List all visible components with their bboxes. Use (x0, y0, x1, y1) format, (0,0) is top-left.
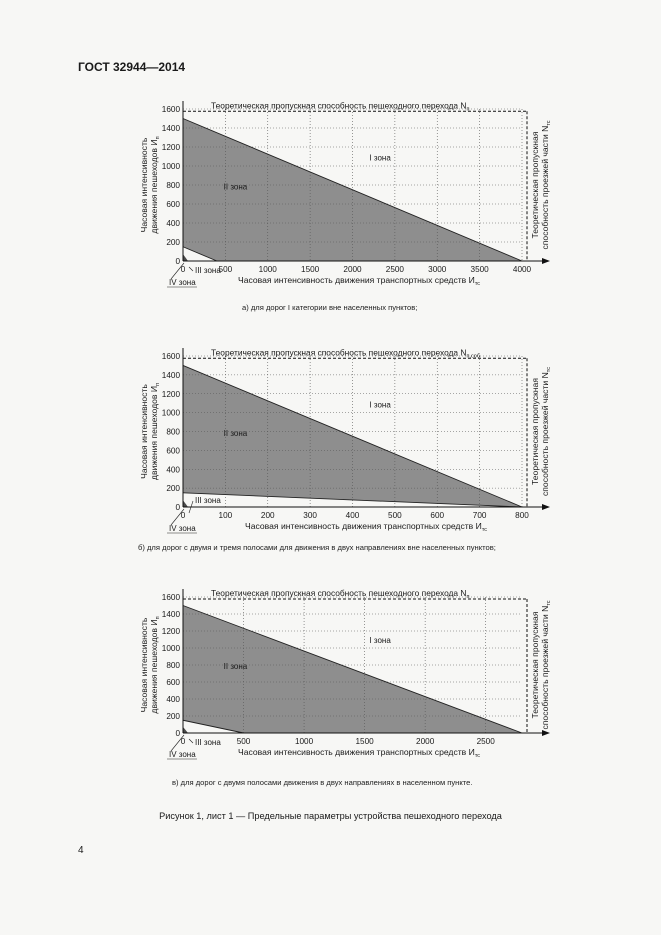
x-tick-label: 0 (180, 265, 186, 274)
zone-label: II зона (223, 662, 248, 672)
x-tick-label: 200 (260, 511, 275, 520)
pedestrian-capacity-label (211, 100, 469, 112)
y-tick-label: 0 (175, 257, 180, 266)
y-tick-label: 200 (166, 238, 180, 247)
x-axis-title-main: Часовая интенсивность движения транспортных средств И (238, 275, 475, 285)
zone-label: IV зона (169, 750, 196, 759)
y-tick-label: 1000 (161, 408, 180, 418)
x-axis-title-sub: тс (474, 753, 481, 759)
y-tick-label: 1400 (161, 370, 180, 380)
caption-c: в) для дорог с двумя полосами движения в двух направлениях в населенном пункте. (172, 778, 473, 787)
right-title-line2-sub: тс (546, 120, 552, 126)
y-tick-label: 600 (166, 200, 180, 209)
x-axis-title (245, 521, 487, 533)
x-axis-title-sub: тс (474, 281, 481, 287)
y-tick-label: 0 (175, 729, 180, 738)
x-tick-label: 800 (515, 511, 529, 520)
x-tick-label: 1500 (355, 737, 374, 746)
y-tick-label: 600 (166, 446, 180, 456)
zone-label: IV зона (169, 278, 196, 287)
x-tick-label: 3000 (428, 265, 447, 274)
right-title-line2 (540, 600, 552, 729)
zone-label: I зона (369, 400, 391, 410)
x-axis-title-sub: тс (481, 527, 488, 533)
x-tick-label: 500 (388, 511, 402, 520)
x-tick-label: 2000 (343, 265, 362, 274)
pedestrian-capacity-label-sub: п.соб (466, 353, 480, 360)
y-tick-label: 800 (166, 661, 180, 670)
y-tick-label: 200 (166, 712, 180, 721)
pedestrian-capacity-label-sub: п (466, 106, 470, 113)
y-axis-title-line2-sub: п (155, 616, 161, 620)
x-axis-arrow (542, 258, 550, 264)
pedestrian-capacity-label-main: Теоретическая пропускная способность пешеходного перехода N (211, 100, 467, 111)
x-tick-label: 300 (303, 511, 317, 520)
x-axis-title-main: Часовая интенсивность движения транспортных средств И (245, 521, 482, 531)
x-tick-label: 700 (472, 511, 487, 520)
y-tick-label: 400 (166, 219, 180, 228)
x-tick-label: 500 (218, 265, 233, 274)
x-tick-label: 2500 (385, 265, 404, 274)
y-tick-label: 800 (166, 427, 180, 437)
pedestrian-capacity-label-main: Теоретическая пропускная способность пешеходного перехода N (211, 347, 467, 358)
x-axis-title (238, 747, 480, 759)
x-axis-title (238, 275, 480, 287)
right-title-line1: Теоретическая пропускная (530, 611, 540, 719)
x-tick-label: 3500 (470, 265, 489, 274)
pedestrian-capacity-label-main: Теоретическая пропускная способность пешеходного перехода N (211, 588, 467, 599)
y-axis-title-line1: Часовая интенсивность (139, 384, 149, 479)
y-tick-label: 200 (166, 484, 180, 494)
y-tick-label: 1400 (161, 124, 180, 133)
zone-label: I зона (369, 636, 391, 646)
y-tick-label: 1200 (161, 389, 180, 399)
zone-label: III зона (195, 266, 221, 275)
pedestrian-capacity-label-sub: п (466, 594, 470, 601)
x-tick-label: 1000 (258, 265, 277, 274)
x-axis-arrow (542, 504, 550, 510)
zone-iii-leader (189, 739, 193, 743)
zone-label: IV зона (169, 524, 196, 533)
figure-title: Рисунок 1, лист 1 — Предельные параметры устройства пешеходного перехода (159, 811, 502, 821)
zone-label: I зона (369, 153, 391, 163)
y-tick-label: 600 (166, 678, 180, 687)
right-title-line2-sub: тс (546, 600, 552, 606)
x-tick-label: 0 (180, 511, 186, 520)
zone-iii-leader (189, 267, 193, 271)
pedestrian-capacity-label (211, 347, 480, 359)
zone-label: II зона (223, 182, 248, 192)
y-axis-title-line2-main: движения пешеходов И (149, 139, 159, 234)
y-tick-label: 1000 (161, 644, 180, 653)
x-tick-label: 4000 (512, 265, 532, 274)
y-tick-label: 1600 (161, 593, 180, 602)
y-axis-title-line2-sub: п (155, 136, 161, 140)
x-tick-label: 1500 (301, 265, 320, 274)
right-title-line2 (540, 120, 552, 249)
y-axis-title-line2-main: движения пешеходов И (149, 619, 159, 714)
y-tick-label: 400 (166, 695, 180, 704)
zone-label: II зона (223, 429, 248, 439)
y-tick-label: 1600 (161, 352, 180, 361)
y-axis-title-line2-sub: п (155, 382, 161, 386)
y-tick-label: 1400 (161, 610, 180, 619)
x-axis-arrow (542, 730, 550, 736)
right-title-line2-main: способность проезжей части N (540, 125, 550, 250)
y-tick-label: 1000 (161, 162, 180, 171)
y-tick-label: 1200 (161, 627, 180, 636)
x-tick-label: 500 (236, 737, 251, 746)
y-tick-label: 400 (166, 465, 180, 475)
zone-label: III зона (195, 738, 221, 747)
chart-c (0, 580, 661, 880)
y-tick-label: 0 (175, 503, 180, 512)
y-axis-title-line2 (149, 383, 161, 480)
right-title-line2-sub: тс (546, 366, 552, 373)
y-axis-title-line2 (149, 136, 161, 233)
zone-iv-area (183, 727, 188, 733)
y-tick-label: 1200 (161, 143, 180, 152)
y-axis-title-line1: Часовая интенсивность (139, 617, 149, 713)
page-number: 4 (78, 845, 84, 856)
x-tick-label: 0 (180, 737, 186, 746)
pedestrian-capacity-label (211, 588, 469, 600)
zone-iv-area (183, 254, 188, 261)
x-axis-title-main: Часовая интенсивность движения транспортных средств И (238, 747, 475, 757)
y-axis-title-line2 (149, 616, 161, 713)
caption-b: б) для дорог с двумя и тремя полосами для движения в двух направлениях вне населенных пунктов; (138, 543, 496, 552)
right-title-line2-main: способность проезжей части N (540, 605, 550, 730)
x-tick-label: 600 (430, 511, 445, 520)
y-tick-label: 800 (166, 181, 180, 190)
x-tick-label: 2000 (416, 737, 435, 746)
x-tick-label: 1000 (294, 737, 314, 746)
right-title-line2 (540, 367, 552, 496)
zone-iv-area (183, 500, 188, 507)
x-tick-label: 400 (345, 511, 360, 520)
right-title-line1: Теоретическая пропускная (530, 378, 540, 485)
right-title-line1: Теоретическая пропускная (530, 131, 540, 239)
y-axis-title-line1: Часовая интенсивность (139, 137, 149, 233)
right-title-line2-main: способность проезжей части N (540, 372, 550, 497)
x-tick-label: 100 (218, 511, 233, 520)
y-tick-label: 1600 (161, 105, 180, 114)
y-axis-title-line2-main: движения пешеходов И (149, 385, 159, 481)
caption-a: а) для дорог I категории вне населенных пунктов; (242, 303, 418, 312)
document-header: ГОСТ 32944—2014 (78, 60, 186, 74)
zone-label: III зона (195, 496, 221, 505)
x-tick-label: 2500 (476, 737, 495, 746)
